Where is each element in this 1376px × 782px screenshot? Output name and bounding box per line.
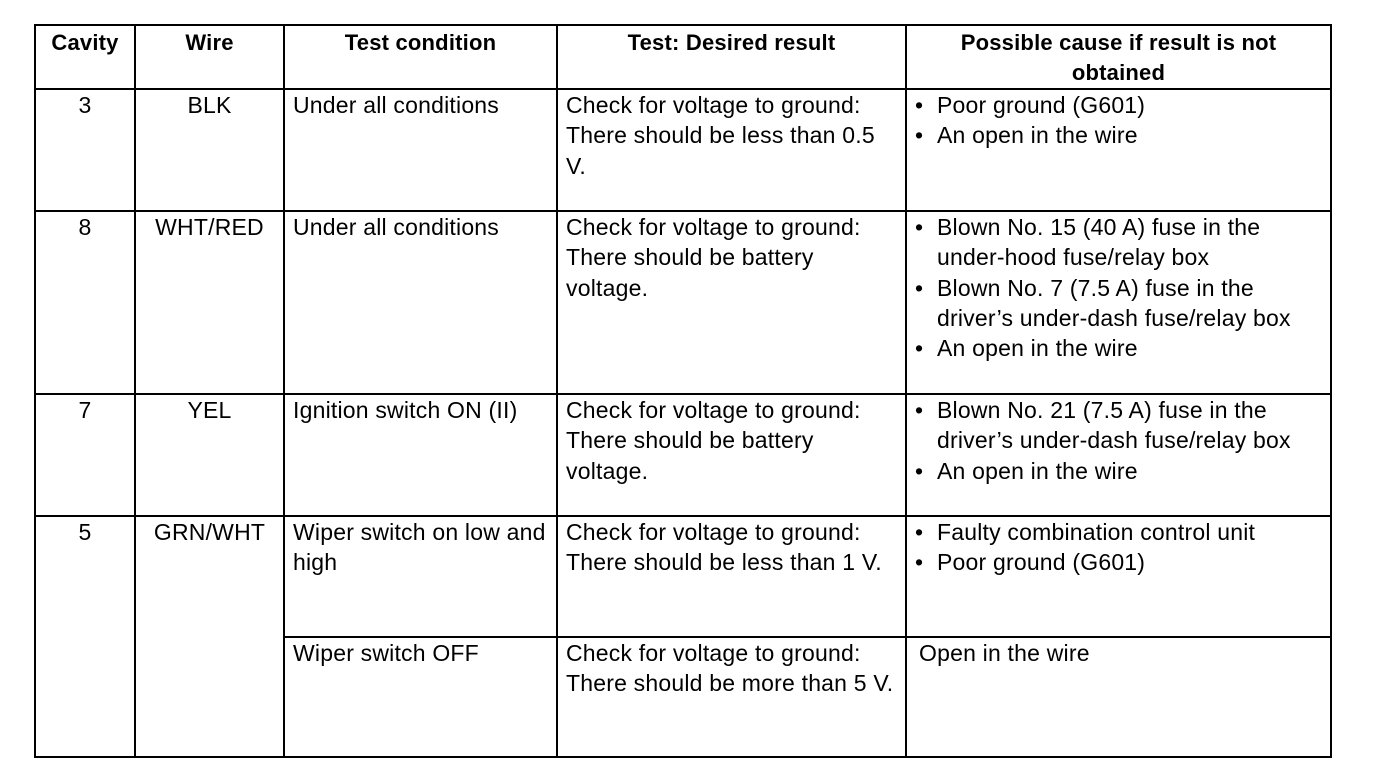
header-row [35, 25, 1331, 89]
cause-cell [906, 211, 1331, 394]
list-item [915, 212, 1322, 273]
list-item [915, 517, 1322, 547]
table-row [35, 394, 1331, 516]
result-line: Check for voltage to ground: [566, 92, 861, 118]
header-possible-cause: Possible cause if result is not obtained [906, 25, 1331, 89]
bullet-icon: • [915, 397, 924, 423]
result-line: Check for voltage to ground: [566, 640, 861, 666]
header-desired-result: Test: Desired result [557, 25, 906, 89]
cause-text: An open in the wire [937, 457, 1138, 484]
result-line: Check for voltage to ground: [566, 519, 861, 545]
list-item [915, 273, 1322, 334]
bullet-icon: • [915, 92, 924, 118]
result-cell [557, 89, 906, 211]
bullet-icon: • [915, 274, 924, 301]
cause-cell: Open in the wire [906, 637, 1331, 757]
list-item [915, 333, 1322, 363]
cavity-cell: 3 [35, 89, 135, 211]
cause-cell [906, 89, 1331, 211]
result-line: There should be less than 0.5 V. [566, 122, 875, 179]
cause-text: Poor ground (G601) [937, 549, 1146, 576]
cause-text: Blown No. 21 (7.5 A) fuse in the driver’s under-dash fuse/relay box [937, 397, 1291, 454]
table-row [35, 89, 1331, 211]
table-row [35, 516, 1331, 637]
result-line: There should be less than 1 V. [566, 549, 882, 576]
result-line: Check for voltage to ground: [566, 397, 861, 423]
result-cell [557, 637, 906, 757]
list-item [915, 395, 1322, 456]
result-line: Check for voltage to ground: [566, 214, 861, 240]
cause-text: Poor ground (G601) [937, 92, 1146, 118]
cavity-cell: 5 [35, 516, 135, 757]
header-cavity: Cavity [35, 25, 135, 89]
result-line: There should be more than 5 V. [566, 670, 894, 697]
bullet-icon: • [915, 214, 924, 240]
cavity-cell: 7 [35, 394, 135, 516]
header-test-condition: Test condition [284, 25, 557, 89]
list-item [915, 456, 1322, 486]
cause-cell [906, 394, 1331, 516]
bullet-icon: • [915, 519, 924, 545]
cause-cell [906, 516, 1331, 637]
cause-text: An open in the wire [937, 122, 1138, 149]
condition-cell: Wiper switch on low and high [284, 516, 557, 637]
condition-cell: Wiper switch OFF [284, 637, 557, 757]
cause-text: Blown No. 15 (40 A) fuse in the under-hood fuse/relay box [937, 214, 1261, 271]
list-item [915, 547, 1322, 577]
wire-test-table [34, 24, 1332, 758]
result-cell [557, 211, 906, 394]
condition-cell: Ignition switch ON (II) [284, 394, 557, 516]
wire-cell: WHT/RED [135, 211, 284, 394]
result-line: There should be battery voltage. [566, 427, 814, 484]
result-line: There should be battery voltage. [566, 244, 814, 301]
bullet-icon: • [915, 457, 924, 484]
bullet-icon: • [915, 549, 924, 576]
bullet-icon: • [915, 335, 924, 362]
cause-text: An open in the wire [937, 335, 1138, 362]
table-row [35, 211, 1331, 394]
wire-cell: YEL [135, 394, 284, 516]
wire-cell: GRN/WHT [135, 516, 284, 757]
list-item [915, 120, 1322, 150]
cause-text: Blown No. 7 (7.5 A) fuse in the driver’s under-dash fuse/relay box [937, 274, 1291, 331]
header-wire: Wire [135, 25, 284, 89]
result-cell [557, 394, 906, 516]
condition-cell: Under all conditions [284, 89, 557, 211]
cause-text: Faulty combination control unit [937, 519, 1256, 545]
bullet-icon: • [915, 122, 924, 149]
cavity-cell: 8 [35, 211, 135, 394]
wire-cell: BLK [135, 89, 284, 211]
list-item [915, 90, 1322, 120]
result-cell [557, 516, 906, 637]
condition-cell: Under all conditions [284, 211, 557, 394]
